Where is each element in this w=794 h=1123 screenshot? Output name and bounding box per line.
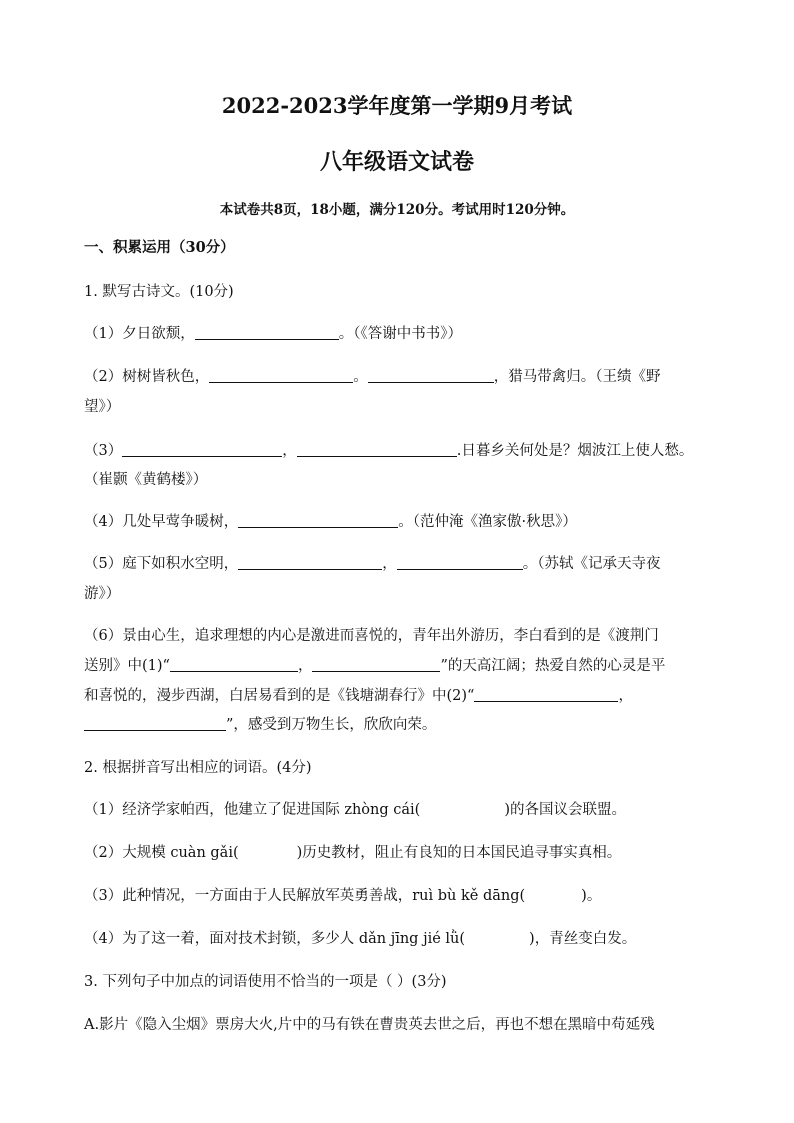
q1-item-4-source: 。（范仲淹《渔家傲·秋思》） [398,514,577,530]
question-3-stem: 3. 下列句子中加点的词语使用不恰当的一项是（ ）(3分) [84,974,447,990]
question-2-stem: 2. 根据拼音写出相应的词语。(4分) [84,760,312,776]
q1-item-6-text: ”的天高江阔；热爱自然的心灵是平 [440,658,666,674]
q1-item-3-cont: （崔颢《黄鹤楼》） [84,472,208,488]
q2-item-3-text: )。 [581,888,602,904]
punctuation: ， [297,658,313,674]
q1-item-6-text: 和喜悦的，漫步西湖，白居易看到的是《钱塘湖春行》中(2)“ [84,688,475,704]
exam-info: 本试卷共8页，18小题，满分120分。考试用时120分钟。 [219,202,575,218]
question-1-stem: 1. 默写古诗文。(10分) [84,284,234,300]
q1-item-2-source: ，猎马带禽归。（王绩《野 [493,369,661,385]
section-heading: 一、积累运用（30分） [84,239,235,256]
q2-item-4-text: )，青丝变白发。 [529,931,637,947]
q1-item-4-text: （4）几处早莺争暖树， [84,514,239,530]
q1-item-5 [84,554,660,574]
answer-blank[interactable] [474,687,618,702]
q1-item-1 [84,324,462,344]
answer-blank[interactable] [209,368,353,383]
q1-item-3 [84,441,693,461]
punctuation: ， [618,688,633,704]
q2-item-3 [84,886,601,906]
punctuation: ， [282,443,297,459]
q1-item-1-source: 。（《答谢中书书》） [338,326,462,342]
q2-item-1-text: （1）经济学家帕西，他建立了促进国际 zhòng cái( [84,802,421,818]
exam-title: 2022-2023学年度第一学期9月考试 [221,93,573,118]
q2-item-4 [84,929,636,949]
q2-item-2-text: )历史教材，阻止有良知的日本国民追寻事实真相。 [296,845,622,861]
q2-item-2-text: （2）大规模 cuàn gǎi( [84,845,239,861]
q1-item-6-text: 送别》中(1)“ [84,658,170,674]
answer-blank[interactable] [170,657,298,672]
q1-item-6-line-1: （6）景由心生，追求理想的内心是激进而喜悦的，青年出外游历，李白看到的是《渡荆门 [84,628,659,644]
q3-option-a: A.影片《隐入尘烟》票房大火,片中的马有铁在曹贵英去世之后，再也不想在黑暗中苟延残 [84,1017,655,1033]
q1-item-6-text: ”，感受到万物生长，欣欣向荣。 [226,717,437,733]
answer-blank[interactable] [84,716,226,731]
q1-item-6-line-4 [84,715,436,735]
q2-item-2 [84,843,621,863]
q1-item-5-cont: 游》） [84,586,121,602]
answer-blank[interactable] [397,555,523,570]
q1-item-2-text: （2）树树皆秋色， [84,369,210,385]
q1-item-6-line-2 [84,656,665,676]
q2-item-4-text: （4）为了这一着，面对技术封锁，多少人 dǎn jīng jié lǜ( [84,931,466,947]
punctuation: 。 [353,369,368,385]
q1-item-2 [84,367,660,387]
punctuation: ， [382,556,397,572]
q2-item-3-text: （3）此种情况，一方面由于人民解放军英勇善战，ruì bù kě dāng( [84,888,526,904]
q1-item-3-text: （3） [84,443,123,459]
q1-item-6-line-3 [84,686,633,706]
q1-item-5-source: 。（苏轼《记承天寺夜 [522,556,661,572]
answer-blank[interactable] [368,368,494,383]
q1-item-4 [84,512,577,532]
answer-blank[interactable] [297,442,457,457]
q1-item-3-source: .日暮乡关何处是？烟波江上使人愁。 [456,443,694,459]
answer-blank[interactable] [122,442,282,457]
q1-item-1-text: （1）夕日欲颓， [84,326,195,342]
answer-blank[interactable] [238,513,398,528]
answer-blank[interactable] [195,325,339,340]
answer-blank[interactable] [238,555,382,570]
q1-item-5-text: （5）庭下如积水空明， [84,556,239,572]
answer-blank[interactable] [312,657,440,672]
q2-item-1 [84,800,626,820]
q2-item-1-text: )的各国议会联盟。 [504,802,626,818]
q1-item-2-cont: 望》） [84,399,121,415]
exam-subtitle: 八年级语文试卷 [319,149,474,175]
